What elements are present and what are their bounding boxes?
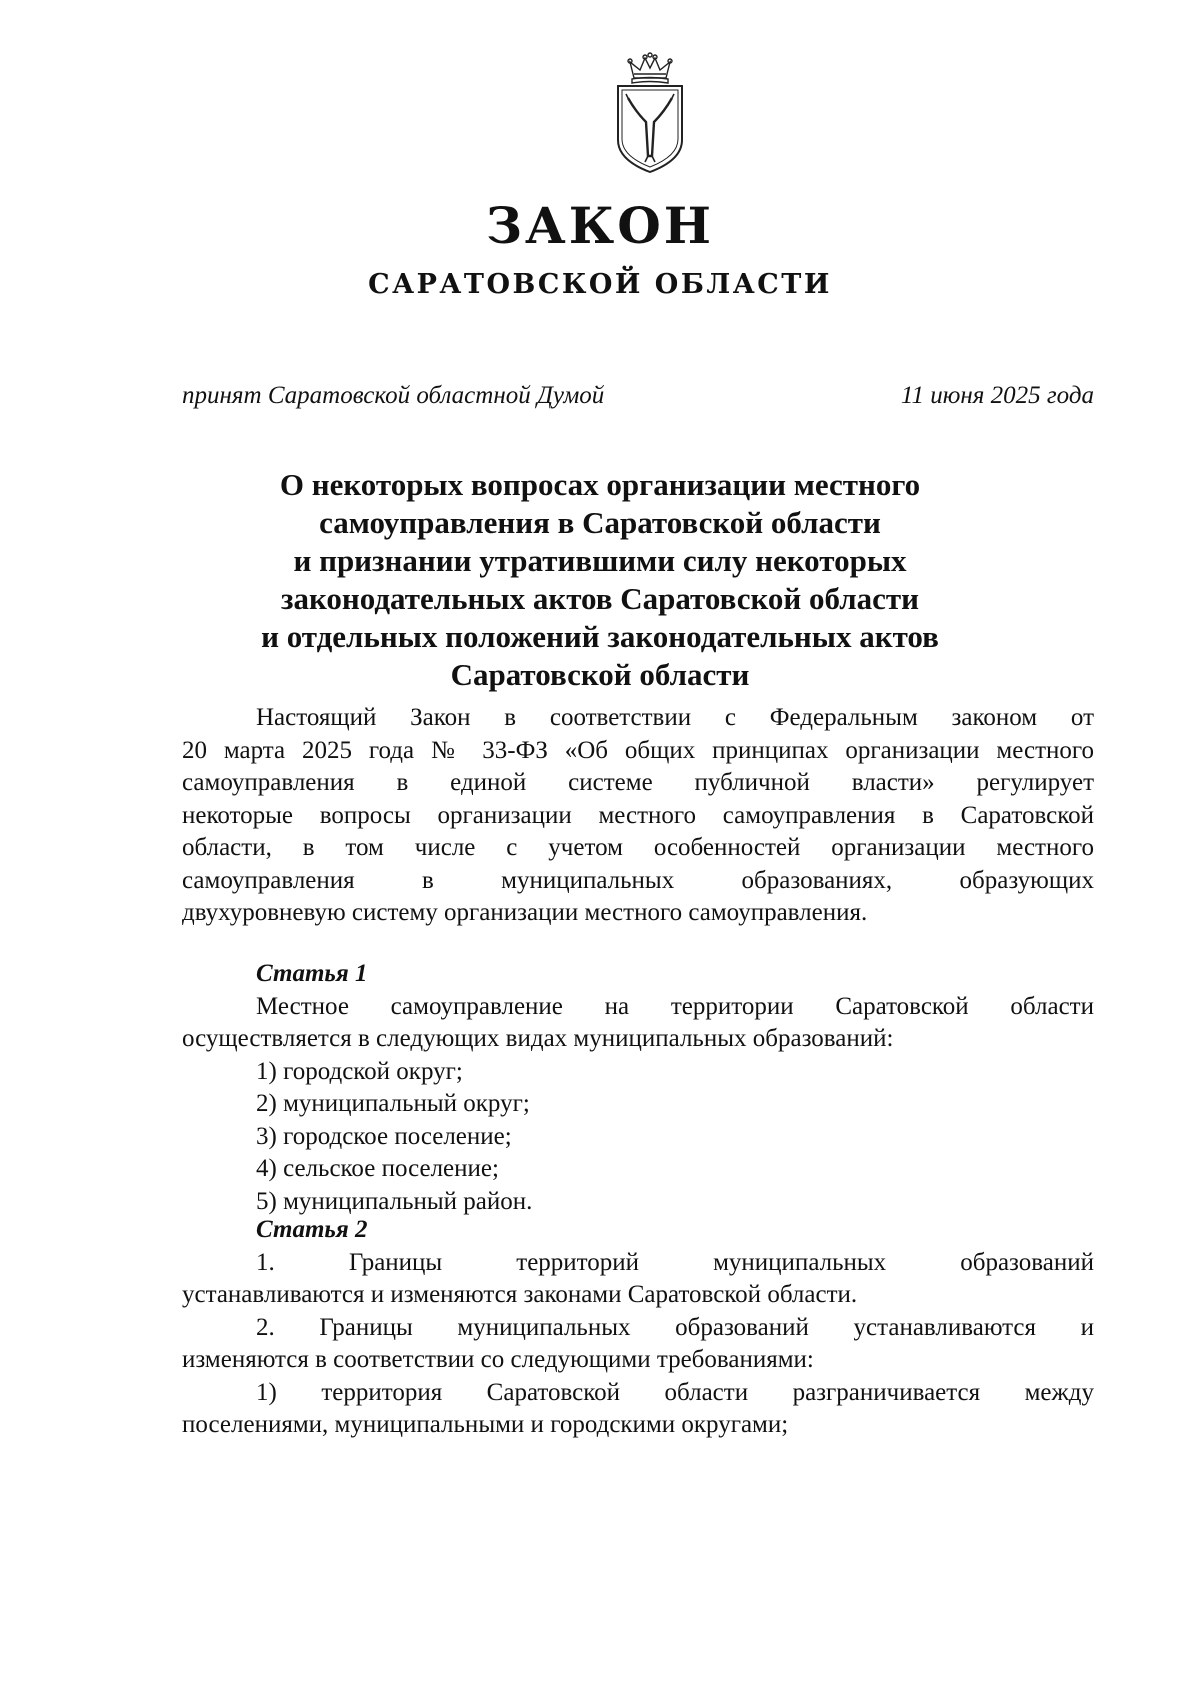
text-line: самоуправления в единой системе публичной власти» регулирует	[182, 769, 1094, 796]
title-line: Саратовской области	[450, 657, 750, 692]
title-line: и отдельных положений законодательных актов	[261, 619, 939, 654]
title-line: О некоторых вопросах организации местного	[279, 467, 921, 502]
adoption-date: 11 июня 2025 года	[900, 382, 1094, 409]
text-line: области, в том числе с учетом особенностей организации местного	[182, 834, 1094, 861]
title-line: и признании утратившими силу некоторых	[293, 543, 907, 578]
article-1	[182, 958, 1094, 1218]
title-line: законодательных актов Саратовской области	[280, 581, 920, 616]
article-heading: Статья 2	[256, 1216, 368, 1243]
text-line: 2. Границы муниципальных образований устанавливаются и	[256, 1313, 1094, 1341]
text-line: Настоящий Закон в соответствии с Федеральным законом от	[256, 704, 1094, 731]
list-item: 4) сельское поселение;	[256, 1155, 499, 1182]
text-line: некоторые вопросы организации местного самоуправления в Саратовской	[182, 801, 1094, 829]
region-heading: САРАТОВСКОЙ ОБЛАСТИ	[368, 269, 832, 300]
text-line: изменяются в соответствии со следующими требованиями:	[182, 1346, 814, 1373]
text-line: Местное самоуправление на территории Саратовской области	[256, 992, 1094, 1020]
text-line: 1. Границы территорий муниципальных образований	[256, 1248, 1094, 1276]
list-item: 1) городской округ;	[256, 1057, 463, 1085]
preamble	[182, 702, 1094, 930]
text-line: самоуправления в муниципальных образованиях, образующих	[182, 866, 1094, 894]
text-line: двухуровневую систему организации местного самоуправления.	[182, 899, 868, 926]
text-line: 20 марта 2025 года № 33-ФЗ «Об общих принципах организации местного	[182, 736, 1094, 764]
text-line: поселениями, муниципальными и городскими округами;	[182, 1411, 789, 1438]
adopted-by: принят Саратовской областной Думой	[182, 382, 605, 409]
coat-of-arms-emblem	[612, 52, 688, 176]
article-heading: Статья 1	[256, 960, 368, 987]
text-line: осуществляется в следующих видах муниципальных образований:	[182, 1025, 894, 1052]
list-item: 5) муниципальный район.	[256, 1187, 533, 1215]
list-item: 3) городское поселение;	[256, 1122, 512, 1150]
law-heading: ЗАКОН	[485, 196, 715, 255]
text-line: устанавливаются и изменяются законами Саратовской области.	[182, 1281, 858, 1308]
article-2	[182, 1214, 1094, 1442]
text-line: 1) территория Саратовской области разграничивается между	[256, 1378, 1094, 1406]
law-title	[150, 466, 1050, 694]
title-line: самоуправления в Саратовской области	[319, 505, 881, 540]
list-item: 2) муниципальный округ;	[256, 1090, 530, 1117]
